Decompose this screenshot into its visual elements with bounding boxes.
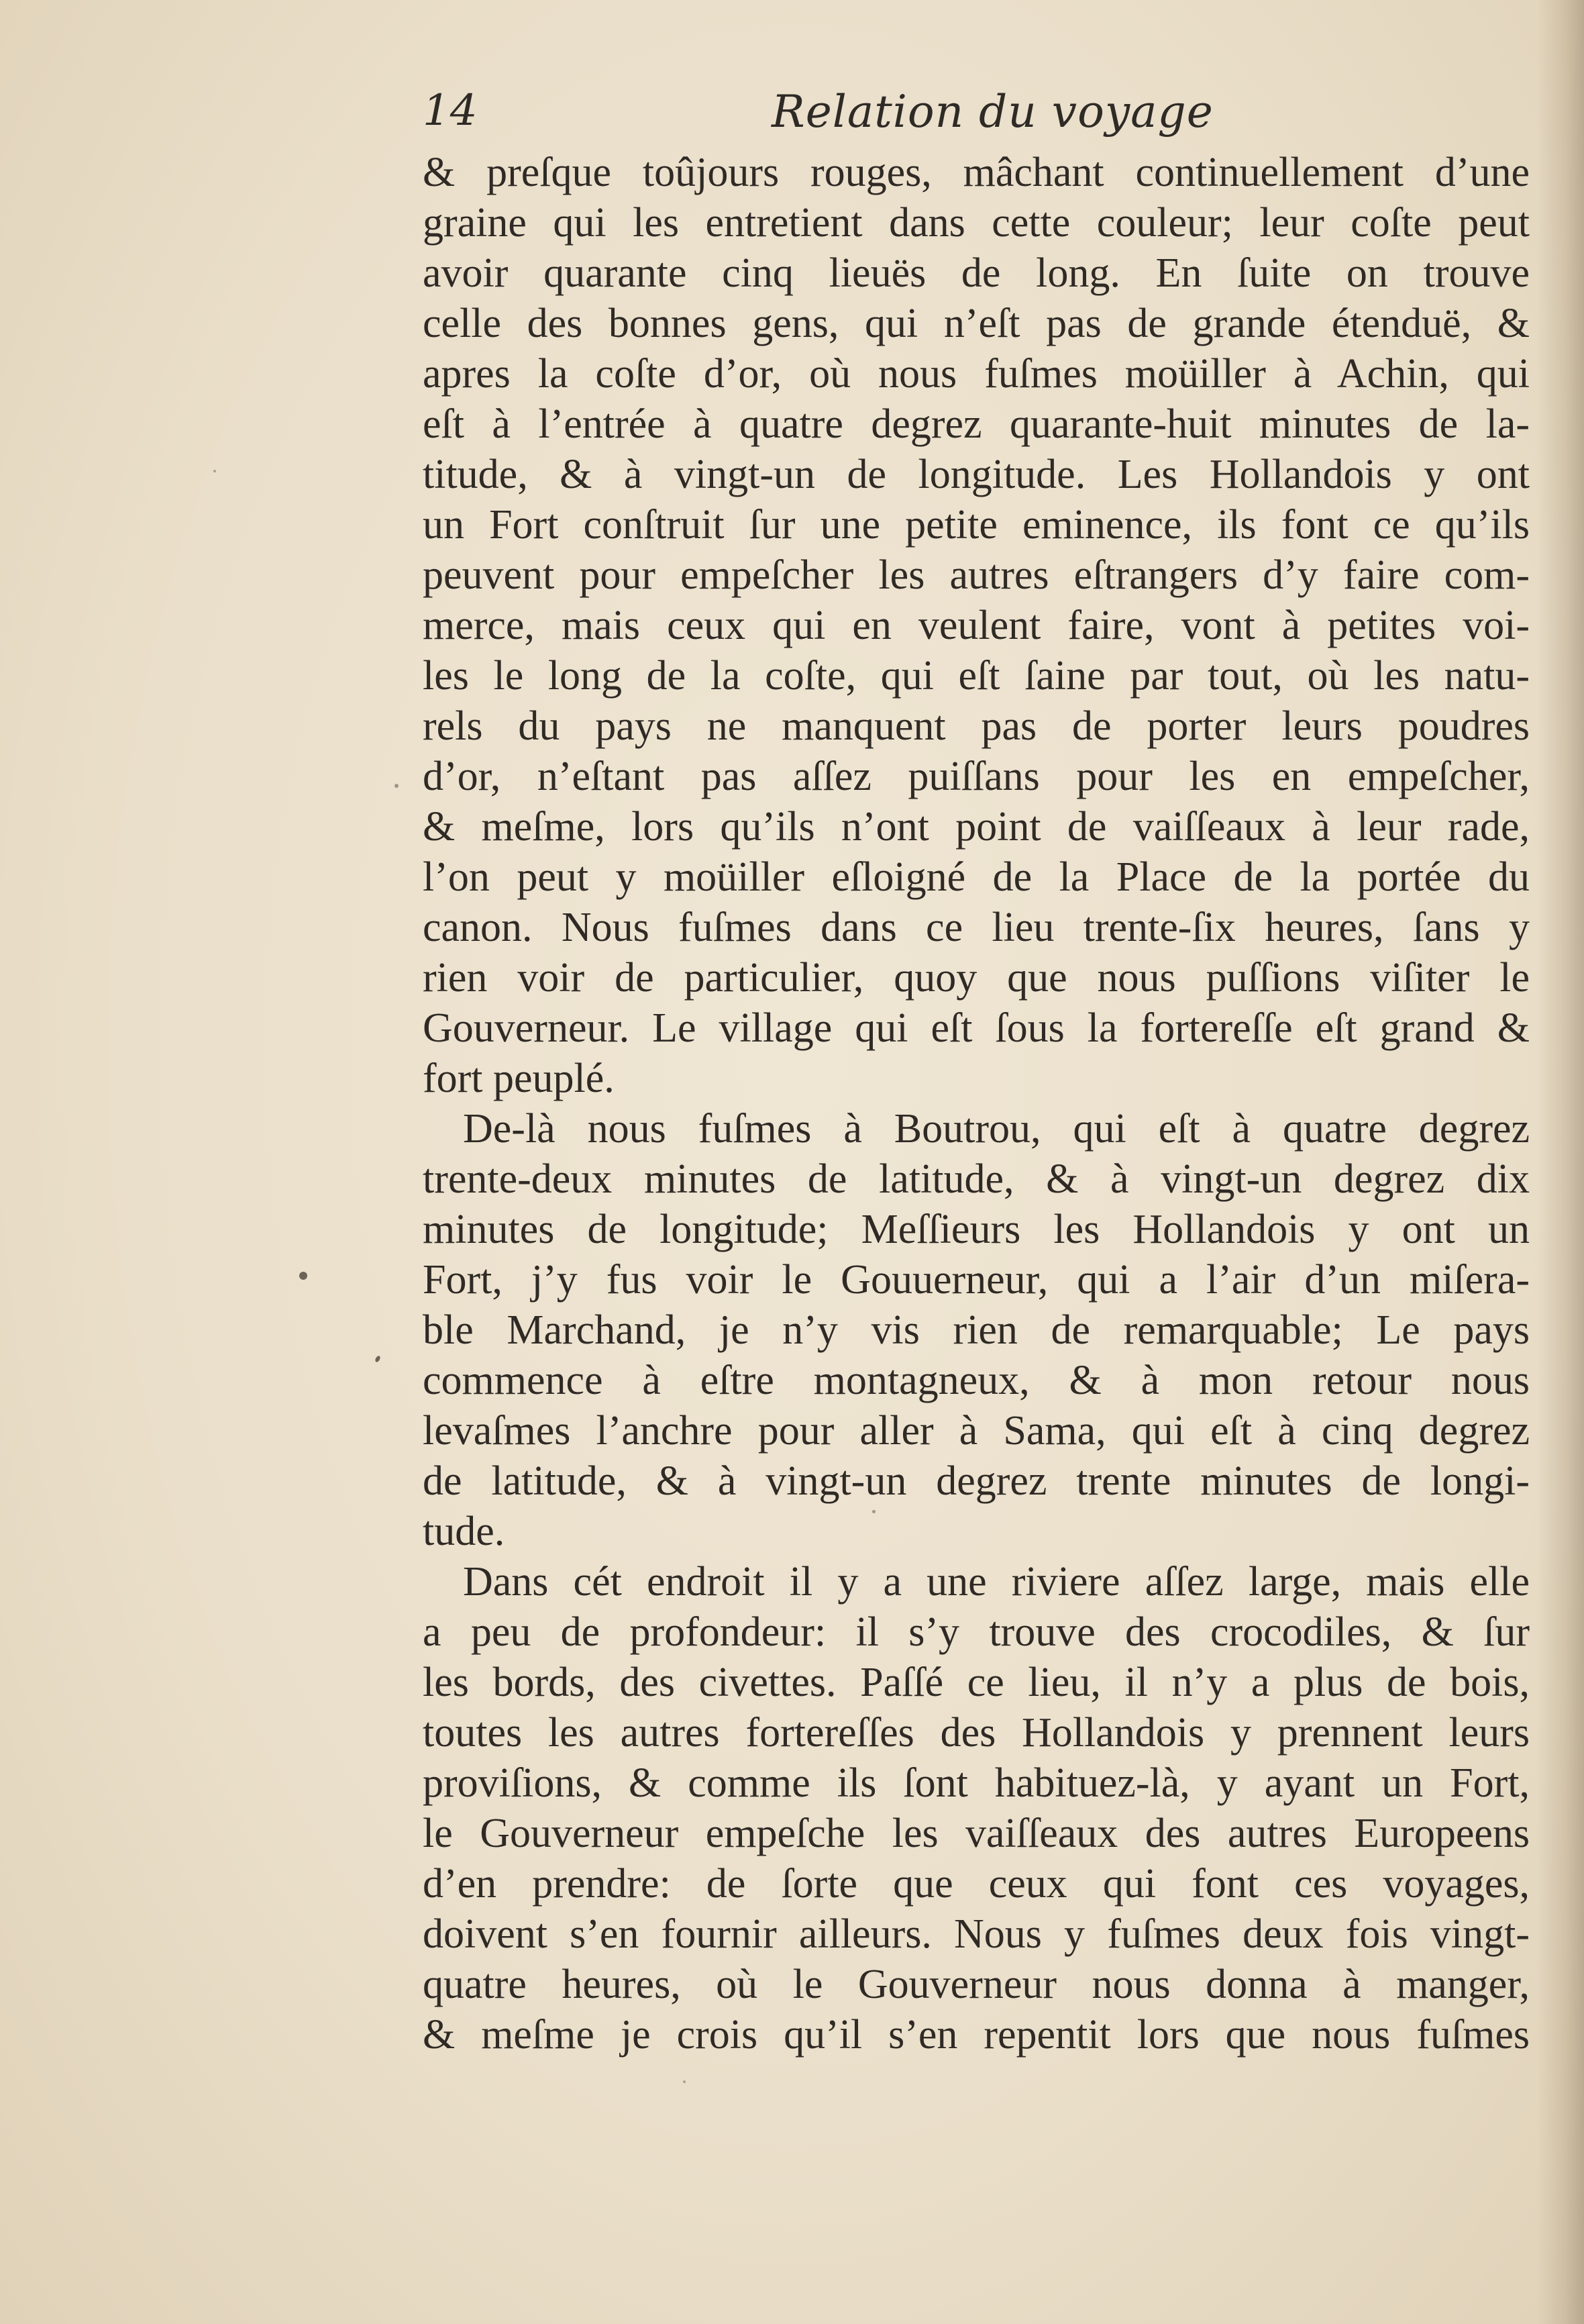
text-line: & meſme, lors qu’ils n’ont point de vaiſſeaux à leur rade, [423, 804, 1530, 850]
text-line: proviſions, & comme ils ſont habituez-là, y ayant un Fort, [423, 1760, 1530, 1806]
text-line: rien voir de particulier, quoy que nous puſſions viſiter le [423, 955, 1530, 1001]
text-line: Fort, j’y fus voir le Gouuerneur, qui a l’air d’un miſera- [423, 1257, 1530, 1303]
text-line: De-là nous fuſmes à Boutrou, qui eſt à quatre degrez [463, 1106, 1530, 1152]
text-line: Dans cét endroit il y a une riviere aſſez large, mais elle [463, 1559, 1530, 1605]
text-line: l’on peut y moüiller eſloigné de la Place de la portée du [423, 854, 1530, 900]
text-line: les le long de la coſte, qui eſt ſaine par tout, où les natu- [423, 653, 1530, 699]
paper-speck [683, 2080, 686, 2083]
text-line: tude. [423, 1509, 505, 1554]
text-line: avoir quarante cinq lieuës de long. En ſuite on trouve [423, 250, 1530, 296]
running-title: Relation du voyage [772, 86, 1214, 138]
text-line: un Fort conſtruit ſur une petite eminence, ils font ce qu’ils [423, 502, 1530, 548]
text-line: merce, mais ceux qui en veulent faire, vont à petites voi- [423, 603, 1530, 648]
text-line: fort peuplé. [423, 1056, 615, 1101]
text-line: commence à eſtre montagneux, & à mon retour nous [423, 1358, 1530, 1403]
text-line: toutes les autres fortereſſes des Hollandois y prennent leurs [423, 1710, 1530, 1756]
text-line: apres la coſte d’or, où nous fuſmes moüiller à Achin, qui [423, 351, 1530, 397]
text-line: doivent s’en fournir ailleurs. Nous y fuſmes deux fois vingt- [423, 1911, 1530, 1957]
text-line: titude, & à vingt-un de longitude. Les Hollandois y ont [423, 452, 1530, 497]
text-line: & meſme je crois qu’il s’en repentit lors que nous fuſmes [423, 2012, 1530, 2058]
text-line: d’en prendre: de ſorte que ceux qui font ces voyages, [423, 1861, 1530, 1907]
paper-speck [872, 1510, 876, 1513]
text-line: les bords, des civettes. Paſſé ce lieu, il n’y a plus de bois, [423, 1660, 1530, 1705]
text-line: peuvent pour empeſcher les autres eſtrangers d’y faire com- [423, 552, 1530, 598]
text-line: minutes de longitude; Meſſieurs les Hollandois y ont un [423, 1207, 1530, 1252]
paper-speck [213, 470, 216, 472]
text-line: celle des bonnes gens, qui n’eſt pas de grande étenduë, & [423, 301, 1530, 346]
page-gutter-shadow [1537, 0, 1584, 2324]
text-line: Gouverneur. Le village qui eſt ſous la fortereſſe eſt grand & [423, 1005, 1530, 1051]
text-line: le Gouverneur empeſche les vaiſſeaux des autres Europeens [423, 1811, 1530, 1856]
text-line: de latitude, & à vingt-un degrez trente minutes de longi- [423, 1458, 1530, 1504]
text-line: rels du pays ne manquent pas de porter leurs poudres [423, 703, 1530, 749]
text-line: & preſque toûjours rouges, mâchant continuellement d’une [423, 150, 1530, 195]
text-line: quatre heures, où le Gouverneur nous donna à manger, [423, 1962, 1530, 2007]
text-line: eſt à l’entrée à quatre degrez quarante-huit minutes de la- [423, 401, 1530, 447]
page-number: 14 [423, 86, 478, 136]
text-line: canon. Nous fuſmes dans ce lieu trente-ſix heures, ſans y [423, 905, 1530, 950]
text-line: levaſmes l’anchre pour aller à Sama, qui eſt à cinq degrez [423, 1408, 1530, 1454]
paper-speck [299, 1272, 307, 1280]
text-line: ble Marchand, je n’y vis rien de remarquable; Le pays [423, 1307, 1530, 1353]
text-line: d’or, n’eſtant pas aſſez puiſſans pour les en empeſcher, [423, 754, 1530, 799]
text-line: a peu de profondeur: il s’y trouve des crocodiles, & ſur [423, 1609, 1530, 1655]
paper-speck [394, 784, 399, 788]
text-line: trente-deux minutes de latitude, & à vingt-un degrez dix [423, 1156, 1530, 1202]
paper-speck [374, 1355, 381, 1363]
body-text [423, 148, 1530, 2060]
text-line: graine qui les entretient dans cette couleur; leur coſte peut [423, 200, 1530, 246]
